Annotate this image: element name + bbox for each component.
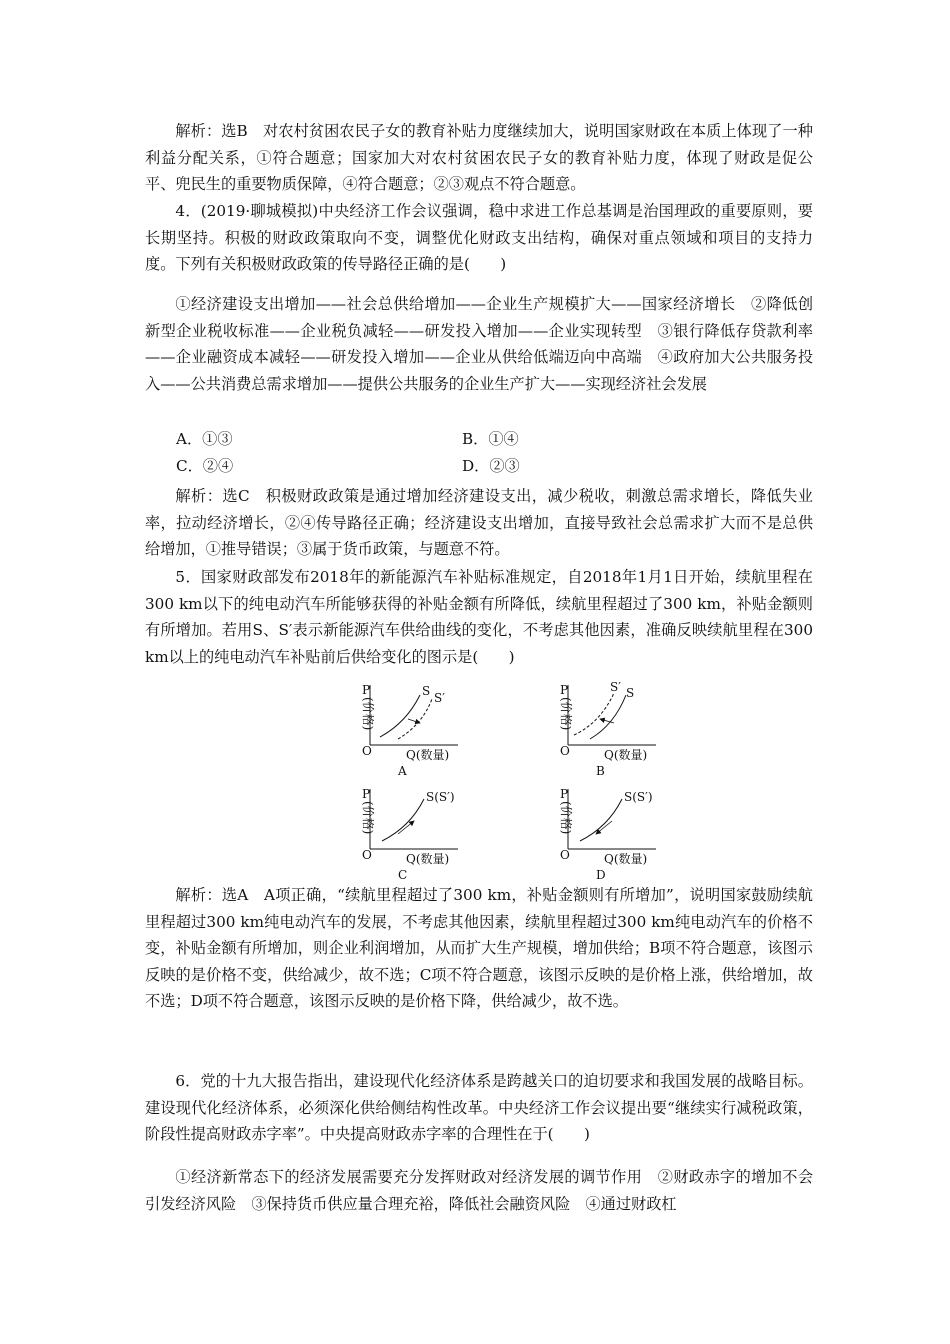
graph-b-s: S [626, 686, 635, 700]
graph-a-s: S [422, 684, 431, 698]
graph-d [559, 787, 656, 882]
graph-d-s: S(S′) [624, 790, 653, 804]
question-4-items: ①经济建设支出增加——社会总供给增加——企业生产规模扩大——国家经济增长 ②降低创新型企业税收标准——企业税负减轻——研发投入增加——企业实现转型 ③银行降低存贷款利率——企业融资成本减轻——研发投入增加——企业从供给低端迈向中高端 ④政府加大公共服务投入——公共消费总需求增加——提供公共服务的企业生产扩大——实现经济社会发展 [145, 295, 813, 393]
origin-label: O [362, 744, 372, 758]
answer-5-paragraph: 解析：选A A项正确，“续航里程超过了300 km，补贴金额则有所增加”，说明国家鼓励续航里程超过300 km纯电动汽车的发展，不考虑其他因素，续航里程超过300 km纯电动汽车的价格不变，补贴金额有所增加，则企业利润增加，从而扩大生产规模，增加供给；B项不符合题意，该图示反映的是价格不变，供给减少，故不选；C项不符合题意，该图示反映的是价格上涨，供给增加，故不选；D项不符合题意，该图示反映的是价格下降，供给减少，故不选。 [145, 886, 813, 1010]
graph-c-s: S(S′) [426, 790, 455, 804]
price-label: (价格) [559, 697, 573, 731]
option-4-b: B．①④ [462, 430, 519, 448]
p-axis-label: P [362, 787, 371, 801]
p-axis-label: P [560, 683, 569, 697]
graph-a-caption: A [398, 764, 407, 778]
origin-label: O [362, 848, 372, 862]
answer-4-paragraph: 解析：选C 积极财政政策是通过增加经济建设支出，减少税收，刺激总需求增长，降低失业率，拉动经济增长，②④传导路径正确；经济建设支出增加，直接导致社会总需求扩大而不是总供给增加，①推导错误；③属于货币政策，与题意不符。 [145, 487, 813, 558]
graph-b-s-prime: S′ [610, 680, 621, 694]
graph-d-caption: D [596, 868, 606, 882]
p-axis-label: P [560, 787, 569, 801]
graph-b-caption: B [596, 764, 605, 778]
q-axis-label: Q(数量) [406, 748, 450, 762]
question-6-paragraph: 6．党的十九大报告指出，建设现代化经济体系是跨越关口的迫切要求和我国发展的战略目标。建设现代化经济体系，必须深化供给侧结构性改革。中央经济工作会议提出要“继续实行减税政策，阶段性提高财政赤字率”。中央提高财政赤字率的合理性在于( ) [145, 1072, 813, 1143]
origin-label: O [560, 848, 570, 862]
price-label: (价格) [361, 801, 375, 835]
supply-curve-diagrams [340, 677, 660, 882]
q-axis-label: Q(数量) [604, 748, 648, 762]
p-axis-label: P [362, 683, 371, 697]
graph-c [361, 787, 458, 882]
graph-a [361, 683, 458, 778]
question-5-paragraph: 5．国家财政部发布2018年的新能源汽车补贴标准规定，自2018年1月1日开始，续航里程在300 km以下的纯电动汽车所能够获得的补贴金额有所降低，续航里程超过了300 km，补贴金额则有所增加。若用S、S′表示新能源汽车供给曲线的变化，不考虑其他因素，准确反映续航里程在300 km以上的纯电动汽车补贴前后供给变化的图示是( ) [145, 568, 813, 666]
graph-b [559, 680, 656, 778]
q-axis-label: Q(数量) [406, 852, 450, 866]
option-4-c: C．②④ [176, 457, 234, 475]
graph-c-caption: C [398, 868, 408, 882]
price-label: (价格) [559, 801, 573, 835]
graph-a-s-prime: S′ [434, 691, 445, 705]
question-4-paragraph: 4．(2019·聊城模拟)中央经济工作会议强调，稳中求进工作总基调是治国理政的重要原则，要长期坚持。积极的财政政策取向不变，调整优化财政支出结构，确保对重点领域和项目的支持力度。下列有关积极财政政策的传导路径正确的是( ) [145, 202, 813, 273]
origin-label: O [560, 744, 570, 758]
option-4-a: A．①③ [176, 430, 233, 448]
question-6-items: ①经济新常态下的经济发展需要充分发挥财政对经济发展的调节作用 ②财政赤字的增加不会引发经济风险 ③保持货币供应量合理充裕，降低社会融资风险 ④通过财政杠 [145, 1168, 813, 1213]
answer-3-paragraph: 解析：选B 对农村贫困农民子女的教育补贴力度继续加大，说明国家财政在本质上体现了一种利益分配关系，①符合题意；国家加大对农村贫困农民子女的教育补贴力度，体现了财政是促公平、兜民生的重要物质保障，④符合题意；②③观点不符合题意。 [145, 122, 813, 193]
q-axis-label: Q(数量) [604, 852, 648, 866]
option-4-d: D．②③ [462, 457, 520, 475]
price-label: (价格) [361, 697, 375, 731]
